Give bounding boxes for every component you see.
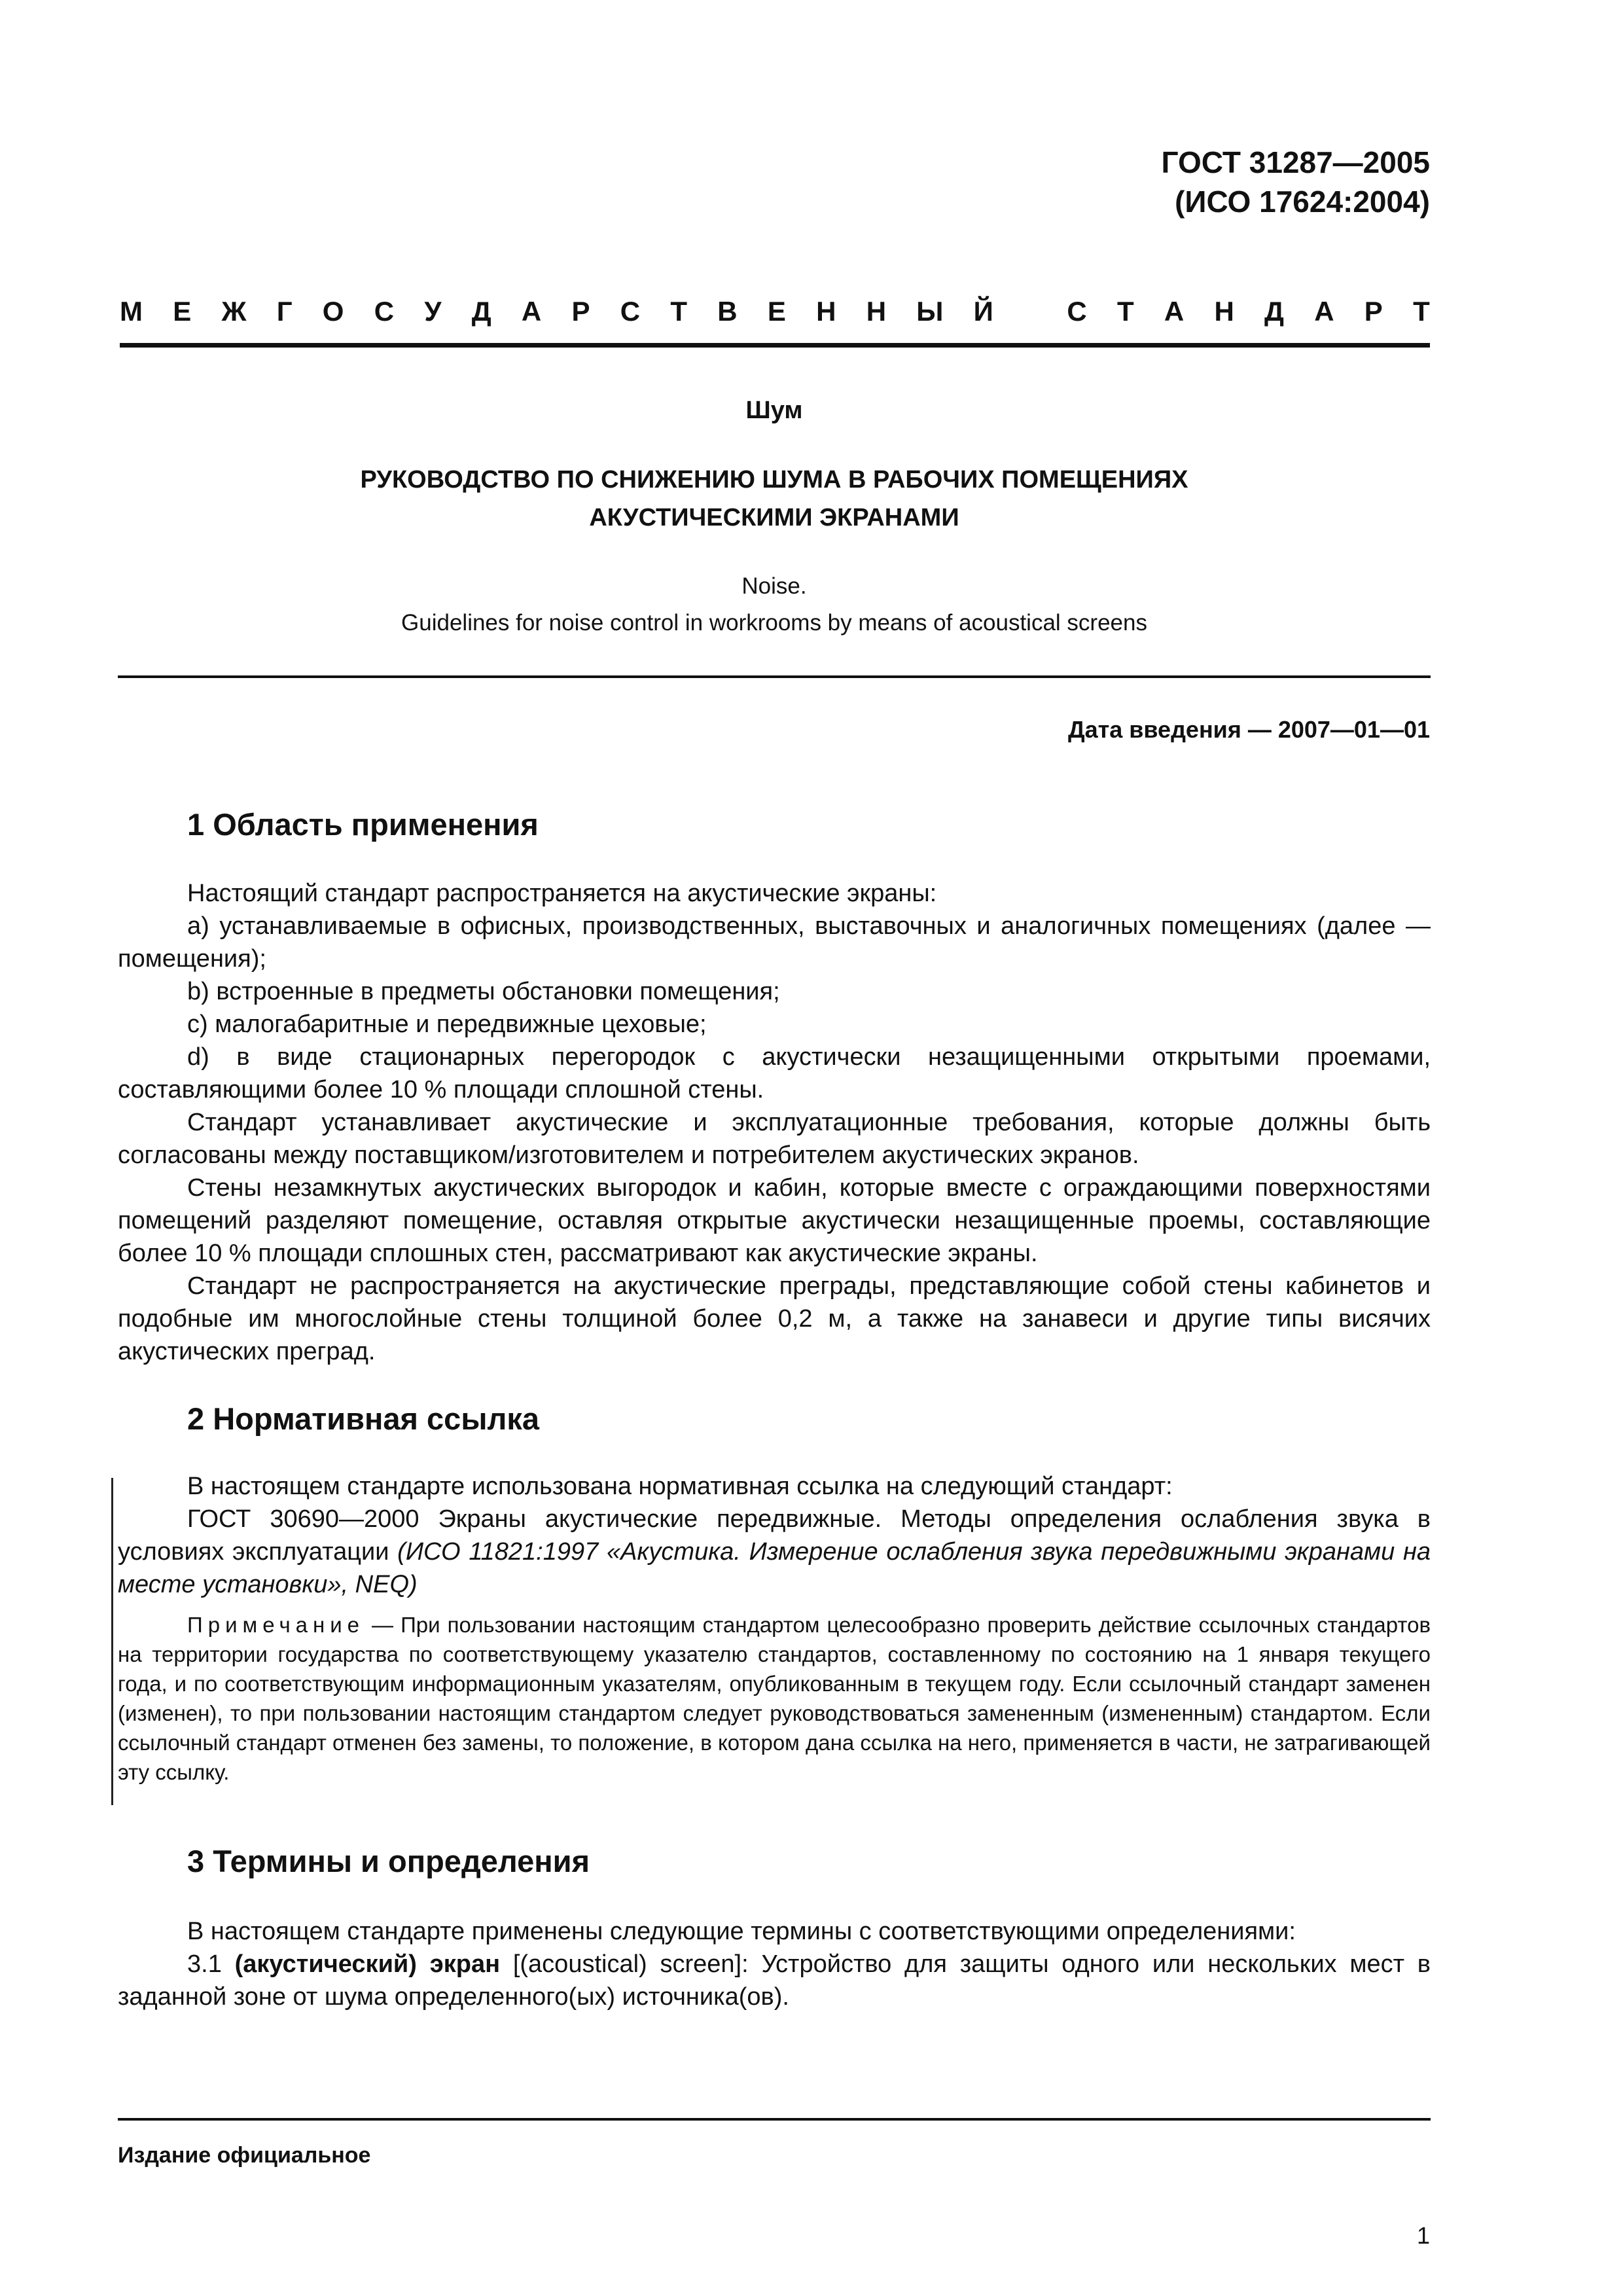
term-definition — [118, 1948, 1431, 2013]
section-1-paragraph: Стандарт не распространяется на акустические преграды, представляющие собой стены кабинетов и подобные им многослойные стены толщиной более 0,2 м, а также на занавеси и другие типы висячих акустических преград. — [118, 1272, 1431, 1365]
standard-type-letter: С — [374, 296, 395, 327]
section-2-paragraph: В настоящем стандарте использована нормативная ссылка на следующий стандарт: — [187, 1473, 1173, 1500]
section-1-paragraph: Настоящий стандарт распространяется на акустические экраны: — [187, 880, 937, 907]
title-line-1: РУКОВОДСТВО ПО СНИЖЕНИЮ ШУМА В РАБОЧИХ ПОМЕЩЕНИЯХ — [360, 466, 1188, 493]
standard-type-letter: Г — [276, 296, 293, 327]
title-line-2: АКУСТИЧЕСКИМИ ЭКРАНАМИ — [589, 504, 959, 531]
list-item-b: b) встроенные в предметы обстановки помещения; — [187, 978, 780, 1005]
section-3-body — [118, 1915, 1431, 2013]
standard-type-letter: А — [1314, 296, 1334, 327]
section-1-body — [118, 877, 1431, 1368]
list-item-a: a) устанавливаемые в офисных, производственных, выставочных и аналогичных помещениях (далее — помещения); — [118, 912, 1431, 973]
document-title — [118, 461, 1431, 537]
section-1-paragraph: Стены незамкнутых акустических выгородок и кабин, которые вместе с ограждающими поверхностями помещений разделяют помещение, оставляя открытые акустически незащищенные проемы, составляющие более 10 % площади сплошных стен, рассматривают как акустические экраны. — [118, 1174, 1431, 1267]
standard-type-letter: Н — [816, 296, 836, 327]
standard-type-letter — [1024, 296, 1037, 327]
english-title-line-1: Noise. — [741, 573, 807, 599]
reference-iso: (ИСО 11821:1997 «Акустика. Измерение ослабления звука передвижными экранами на месте установки», NEQ) — [118, 1538, 1431, 1598]
standard-type-letter: М — [120, 296, 143, 327]
standard-type-letter: О — [322, 296, 344, 327]
reference-text: ГОСТ 30690—2000 Экраны акустические передвижные. Методы определения ослабления звука в условиях эксплуатации — [118, 1505, 1431, 1566]
term-number: 3.1 — [187, 1950, 235, 1978]
standard-type-letter: Т — [670, 296, 687, 327]
iso-number: (ИСО 17624:2004) — [1175, 185, 1430, 219]
title-topic: Шум — [745, 397, 803, 424]
english-title — [118, 568, 1431, 641]
note-block — [118, 1610, 1431, 1787]
title-rule — [118, 675, 1431, 678]
header-rule — [120, 343, 1430, 348]
standard-type-letter: Ж — [221, 296, 247, 327]
page-number: 1 — [1416, 2222, 1430, 2249]
section-1-paragraph: Стандарт устанавливает акустические и эксплуатационные требования, которые должны быть согласованы между поставщиком/изготовителем и потребителем акустических экранов. — [118, 1109, 1431, 1169]
standard-type-letter: Ы — [916, 296, 944, 327]
list-item-c: c) малогабаритные и передвижные цеховые; — [187, 1011, 707, 1038]
document-id — [1162, 143, 1430, 221]
standard-type-letter: Т — [1116, 296, 1134, 327]
standard-type-letter: С — [620, 296, 641, 327]
standard-type-letter: Н — [1214, 296, 1234, 327]
standard-type-letter: Д — [471, 296, 491, 327]
english-title-line-2: Guidelines for noise control in workrooms by means of acoustical screens — [401, 610, 1147, 636]
section-3-heading: 3 Термины и определения — [187, 1844, 590, 1878]
note-text: — При пользовании настоящим стандартом целесообразно проверить действие ссылочных стандартов на территории государства по соответствующему указателю стандартов, составленному по состоянию на 1 января текущего года, и по соответствующим информационным указателям, опубликованным в текущем году. Если ссылочный стандарт заменен (изменен), то при пользовании настоящим стандартом следует руководствоваться замененным (измененным) стандартом. Если ссылочный стандарт отменен без замены, то положение, в котором дана ссылка на него, применяется в части, не затрагивающей эту ссылку. — [118, 1613, 1431, 1784]
standard-type-letter: Е — [767, 296, 786, 327]
standard-type-letter: А — [1164, 296, 1185, 327]
term-name: (акустический) экран — [234, 1950, 501, 1978]
standard-type-letter: Т — [1413, 296, 1430, 327]
standard-type-letter: Д — [1264, 296, 1284, 327]
standard-type-letter: Р — [571, 296, 590, 327]
revision-margin-bar — [111, 1478, 113, 1805]
standard-type-letter: А — [521, 296, 542, 327]
normative-reference — [118, 1503, 1431, 1601]
standard-type-line — [120, 296, 1430, 327]
note-label: Примечание — [187, 1613, 365, 1637]
term-text: [(acoustical) screen]: Устройство для защиты одного или нескольких мест в заданной зоне от шума определенного(ых) источника(ов). — [118, 1950, 1431, 2011]
standard-type-letter: Н — [866, 296, 887, 327]
section-1-heading: 1 Область применения — [187, 807, 539, 842]
section-2-body — [118, 1470, 1431, 1601]
section-3-paragraph: В настоящем стандарте применены следующие термины с соответствующими определениями: — [187, 1918, 1296, 1945]
standard-type-letter: Е — [173, 296, 192, 327]
standard-type-letter: В — [717, 296, 738, 327]
note-paragraph — [118, 1610, 1431, 1787]
list-item-d: d) в виде стационарных перегородок с акустически незащищенными открытыми проемами, составляющими более 10 % площади сплошной стены. — [118, 1043, 1431, 1103]
standard-type-letter: С — [1067, 296, 1087, 327]
intro-date: Дата введения — 2007—01—01 — [1067, 716, 1430, 743]
standard-type-letter: Й — [973, 296, 993, 327]
footer-rule — [118, 2118, 1431, 2121]
doc-number: ГОСТ 31287—2005 — [1161, 145, 1430, 179]
edition-label: Издание официальное — [118, 2143, 371, 2168]
standard-type-letter: У — [424, 296, 442, 327]
section-2-heading: 2 Нормативная ссылка — [187, 1401, 539, 1436]
standard-type-letter: Р — [1364, 296, 1383, 327]
